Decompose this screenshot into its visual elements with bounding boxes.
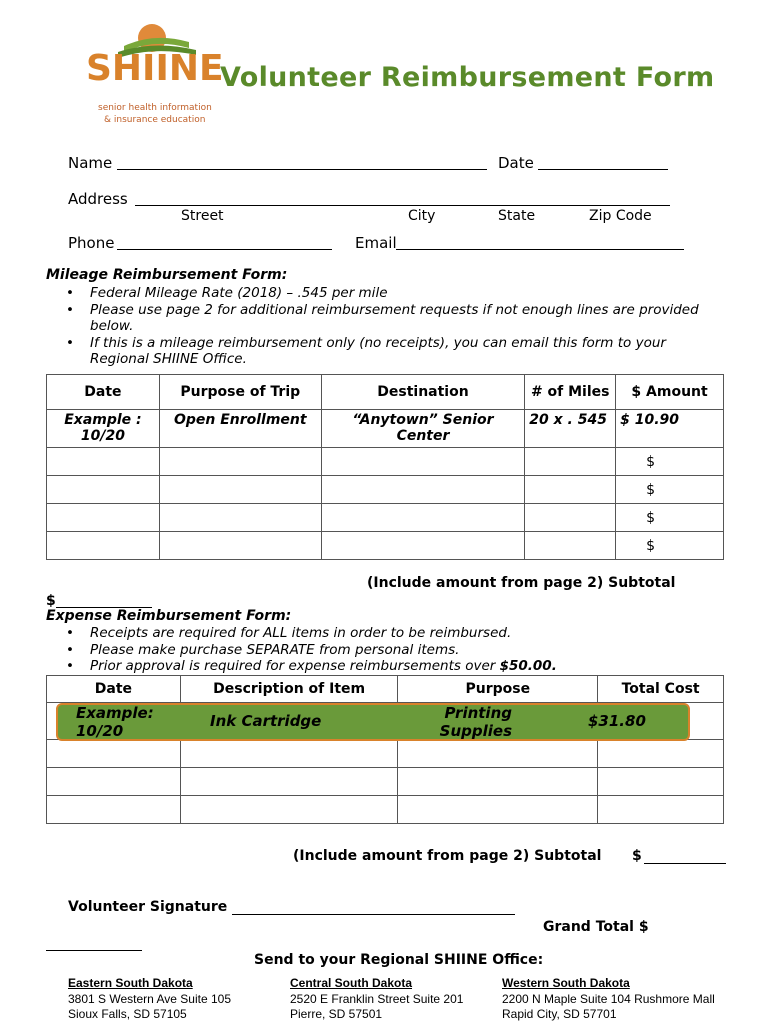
example-purpose: Open Enrollment [159, 410, 321, 448]
example-date: Example : 10/20 [47, 410, 160, 448]
expense-subtotal-label: (Include amount from page 2) Subtotal [293, 848, 602, 864]
mileage-subtotal-prefix: $ [46, 593, 56, 609]
amount-cell[interactable]: $ [616, 476, 724, 504]
mileage-header-row [47, 375, 724, 410]
col-total-cost: Total Cost [598, 676, 724, 703]
col-description: Description of Item [180, 676, 398, 703]
expense-example-cost: $31.80 [588, 712, 646, 730]
phone-field[interactable] [117, 249, 332, 250]
mileage-heading: Mileage Reimbursement Form: [46, 267, 288, 283]
example-miles: 20 x . 545 [525, 410, 616, 448]
phone-label: Phone [68, 234, 115, 252]
name-label: Name [68, 154, 113, 172]
col-date: Date [47, 676, 181, 703]
expense-bullet: Please make purchase SEPARATE from personal items. [90, 641, 460, 658]
expense-table [46, 675, 724, 824]
street-label: Street [181, 208, 224, 224]
logo-tagline-2: & insurance education [104, 115, 206, 125]
table-row [47, 410, 724, 448]
expense-bullets: • Receipts are required for ALL items in order to be reimbursed. • Please make purchase SEPARATE from personal items. • Prior approval is required for expense reimbursements over $50.00. [66, 625, 557, 674]
mileage-subtotal-label: (Include amount from page 2) Subtotal [367, 575, 676, 591]
grand-total-field[interactable] [46, 950, 142, 951]
table-row[interactable] [47, 532, 724, 560]
office-west-line2: Rapid City, SD 57701 [502, 1007, 617, 1021]
logo-tagline-1: senior health information [98, 103, 212, 113]
city-label: City [408, 208, 436, 224]
state-label: State [498, 208, 536, 224]
office-west-name: Western South Dakota [502, 976, 630, 990]
logo-wordmark: SHIINE [86, 48, 224, 89]
mileage-bullet: below. [90, 318, 134, 334]
amount-cell[interactable]: $ [616, 448, 724, 476]
grand-total-label: Grand Total $ [543, 919, 649, 935]
expense-header-row [47, 676, 724, 703]
expense-example-date: Example: 10/20 [76, 704, 154, 740]
email-label: Email [355, 234, 397, 252]
mileage-bullet: Federal Mileage Rate (2018) – .545 per mile [90, 285, 388, 301]
office-east-line1: 3801 S Western Ave Suite 105 [68, 992, 232, 1006]
office-west-line1: 2200 N Maple Suite 104 Rushmore Mall [502, 992, 715, 1006]
table-row[interactable] [47, 796, 724, 824]
mileage-bullet: If this is a mileage reimbursement only (no receipts), you can email this form to your [90, 334, 666, 351]
col-miles: # of Miles [525, 375, 616, 410]
address-field[interactable] [135, 205, 670, 206]
mileage-bullet: Regional SHIINE Office. [90, 351, 247, 367]
col-purpose: Purpose [398, 676, 598, 703]
expense-bullet: Receipts are required for ALL items in order to be reimbursed. [90, 625, 512, 641]
col-date: Date [47, 375, 160, 410]
table-row[interactable] [47, 740, 724, 768]
zip-label: Zip Code [589, 208, 652, 224]
expense-example-description: Ink Cartridge [210, 712, 322, 730]
signature-field[interactable] [232, 914, 515, 915]
office-east-name: Eastern South Dakota [68, 976, 193, 990]
example-destination: “Anytown” Senior Center [321, 410, 525, 448]
address-label: Address [68, 190, 128, 208]
table-row[interactable] [47, 476, 724, 504]
amount-cell[interactable]: $ [616, 504, 724, 532]
mileage-table [46, 374, 724, 560]
signature-label: Volunteer Signature [68, 899, 228, 915]
expense-example-purpose: Printing Supplies [439, 704, 512, 740]
table-row[interactable] [47, 504, 724, 532]
mileage-bullets: • Federal Mileage Rate (2018) – .545 per mile • Please use page 2 for additional reimbursement requests if not enough lines are provided below. • If this is a mileage reimbursement only (no receipts), you can email this form to your Regional SHIINE Office. [66, 285, 699, 367]
mileage-bullet: Please use page 2 for additional reimbursement requests if not enough lines are provided [90, 301, 699, 318]
table-row[interactable] [47, 768, 724, 796]
col-amount: $ Amount [616, 375, 724, 410]
amount-cell[interactable]: $ [616, 532, 724, 560]
office-central-line1: 2520 E Franklin Street Suite 201 [290, 992, 464, 1006]
expense-subtotal-field[interactable] [644, 863, 726, 864]
col-destination: Destination [321, 375, 525, 410]
date-label: Date [498, 154, 534, 172]
col-purpose: Purpose of Trip [159, 375, 321, 410]
expense-subtotal-prefix: $ [632, 848, 642, 864]
table-row[interactable] [47, 448, 724, 476]
office-central-name: Central South Dakota [290, 976, 413, 990]
expense-bullet: Prior approval is required for expense reimbursements over $50.00. [90, 658, 557, 674]
send-heading: Send to your Regional SHIINE Office: [254, 952, 544, 968]
expense-heading: Expense Reimbursement Form: [46, 608, 292, 624]
example-amount: $ 10.90 [616, 410, 724, 448]
page-title: Volunteer Reimbursement Form [220, 62, 715, 93]
office-east-line2: Sioux Falls, SD 57105 [68, 1007, 187, 1021]
name-field[interactable] [117, 169, 487, 170]
email-field[interactable] [396, 249, 684, 250]
date-field[interactable] [538, 169, 668, 170]
office-central-line2: Pierre, SD 57501 [290, 1007, 383, 1021]
